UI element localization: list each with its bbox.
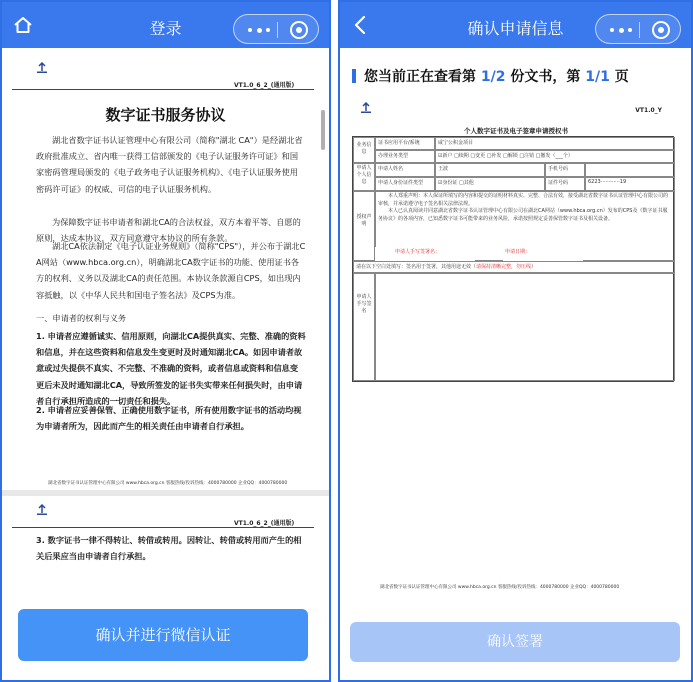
- application-date-label: 申请日期：: [503, 247, 583, 261]
- section-signature-label: 申请人手写签名: [353, 273, 375, 381]
- page-divider: [2, 490, 329, 496]
- clause-1: 1. 申请者应遵循诚实、信用原则，向湖北CA提供真实、完整、准确的资料和信息，并在这些资料和信息发生变更时及时通知湖北CA。如因申请者故意或过失提供不真实、不完整、不准确的资料，或者信息或资料和信息变更后未及时通知湖北CA，导致所签发的证书失实带来任何损失时，由申请者自行承担所造成的一切责任和损失。: [36, 331, 306, 406]
- name-value: 王波: [435, 163, 545, 177]
- id-number-value: 6223············19: [585, 177, 675, 191]
- id-type-label: 申请人身份证件类型: [375, 177, 435, 191]
- document-page-indicator: [352, 66, 629, 86]
- name-label: 申请人姓名: [375, 163, 435, 177]
- section-applicant-label: 申请人个人信息: [353, 163, 375, 191]
- header-rule: [12, 527, 314, 528]
- hbca-logo-icon: [36, 504, 48, 516]
- signature-note-end: ）: [531, 264, 537, 270]
- system-value: 咸宁公积金项目: [435, 137, 675, 150]
- more-dots-icon[interactable]: [610, 28, 632, 32]
- mini-program-capsule: [595, 14, 681, 44]
- indicator-mid: 份文书，第: [510, 69, 581, 85]
- page-title: 登录: [149, 19, 182, 38]
- clause-3: 3. 数字证书一律不得转让、转借或转用。因转让、转借或转用而产生的相关后果应当由申请者自行承担。: [36, 535, 302, 562]
- agreement-document[interactable]: [2, 48, 329, 593]
- page-title: 确认申请信息: [467, 19, 564, 38]
- mini-program-capsule: [233, 14, 319, 44]
- section-business-label: 业务信息: [353, 137, 375, 163]
- document-version: VT1.0_Y: [635, 107, 662, 114]
- authorization-document[interactable]: [348, 94, 684, 602]
- capsule-divider: [639, 22, 640, 38]
- system-label: 证书应用平台/系统: [375, 137, 435, 150]
- page-index: 1/1: [585, 69, 610, 85]
- confirm-sign-button[interactable]: 确认签署: [350, 622, 680, 662]
- hbca-logo-icon: [360, 102, 372, 114]
- indicator-prefix: 您当前正在查看第: [364, 69, 476, 85]
- left-phone-screen: [0, 0, 331, 682]
- navigation-bar: [340, 2, 691, 48]
- document-version: VT1.0_6_2_(通用版): [234, 82, 295, 89]
- application-form-table: [352, 136, 674, 382]
- paragraph-intro: 湖北省数字证书认证管理中心有限公司（简称"湖北 CA"）是经湖北省政府批准成立、省内唯一获得工信部颁发的《电子认证服务许可证》和国家密码管理局颁发的《电子政务电子认证服务机构》、《电子认证服务使用密码许可证》的权威、可信的电子认证服务机构。: [36, 135, 303, 194]
- signature-name-label: 申请人手写签署名：: [375, 247, 475, 261]
- paragraph-cps: 湖北CA依法制定《电子认证业务规则》（简称"CPS"），并公布于湖北CA网站（www.hbca.org.cn），明确湖北CA数字证书的功能、使用证书各方的权利、义务以及湖北CA的责任范围。本协议条款源自CPS，如出现内容抵触，以《中华人民共和国电子签名法》及CPS为准。: [36, 241, 306, 300]
- phone-value: [585, 163, 675, 177]
- id-number-label: 证件号码: [545, 177, 585, 191]
- indicator-suffix: 页: [614, 69, 629, 85]
- more-dots-icon[interactable]: [248, 28, 270, 32]
- id-type-options: ☑身份证 □其他: [435, 177, 545, 191]
- header-rule: [12, 89, 314, 90]
- navigation-bar: [2, 2, 329, 48]
- signature-note-text: 请在以下空白处填写：签名用于签署，其他用途无效（: [356, 264, 477, 270]
- section-heading: 一、申请者的权利与义务: [36, 313, 127, 323]
- document-footer: 湖北省数字证书认证管理中心有限公司 www.hbca.org.cn 客服热线/投诉热线：4000780000 企业QQ：4000780000: [380, 585, 620, 590]
- confirm-wechat-auth-button[interactable]: 确认并进行微信认证: [18, 609, 308, 661]
- signature-note: [353, 261, 675, 273]
- hbca-logo-icon: [36, 62, 48, 74]
- document-version-page2: VT1.0_6_2_(通用版): [234, 520, 295, 527]
- document-title: 个人数字证书及电子签章申请授权书: [464, 127, 568, 135]
- target-close-icon[interactable]: [652, 21, 670, 39]
- document-index: 1/2: [480, 69, 506, 85]
- business-type-options: ☑新户 □续期 □变更 □补发 □解锁 □注销 □撤发（___个）: [435, 150, 675, 163]
- clause-2: 2. 申请者应妥善保管、正确使用数字证书，所有使用数字证书的活动均视为申请者所为，因此而产生的相关责任由申请者自行承担。: [36, 405, 302, 432]
- handwritten-signature-area[interactable]: [375, 273, 675, 381]
- statement-paragraph-2: 本人已认真阅读并同意湖北省数字证书认证管理中心有限公司在湖北CA网站（www.hbca.org.cn）发布的CPS及《数字证书服务协议》的各项内容，已知悉数字证书可能带来的业务风险，承诺按照规定妥善保管数字证书及相关设备。: [378, 208, 668, 222]
- statement-paragraph-1: 本人郑重声明：本人保证所填写的内容和提交的证明材料真实、完整、合法有效，接受湖北省数字证书认证管理中心有限公司的审核，并承诺遵守电子签名相关法律法规。: [378, 193, 669, 207]
- phone-label: 手机号码: [545, 163, 585, 177]
- paragraph-purpose: 为保障数字证书申请者和湖北CA的合法权益，双方本着平等、自愿的原则，达成本协议，双方同意遵守本协议的所有条款。: [36, 217, 301, 244]
- indicator-bar: [352, 69, 356, 83]
- target-close-icon[interactable]: [290, 21, 308, 39]
- section-statement-label: 授权声明: [353, 191, 375, 261]
- document-title: 数字证书服务协议: [105, 106, 226, 124]
- document-footer: 湖北省数字证书认证管理中心有限公司 www.hbca.org.cn 客服热线/投诉热线：4000780000 企业QQ：4000780000: [48, 481, 288, 486]
- capsule-divider: [277, 22, 278, 38]
- right-phone-screen: [338, 0, 693, 682]
- business-type-label: 办理业务类型: [375, 150, 435, 163]
- signature-note-warning: 请保持清晰完整，勿压线: [476, 264, 532, 270]
